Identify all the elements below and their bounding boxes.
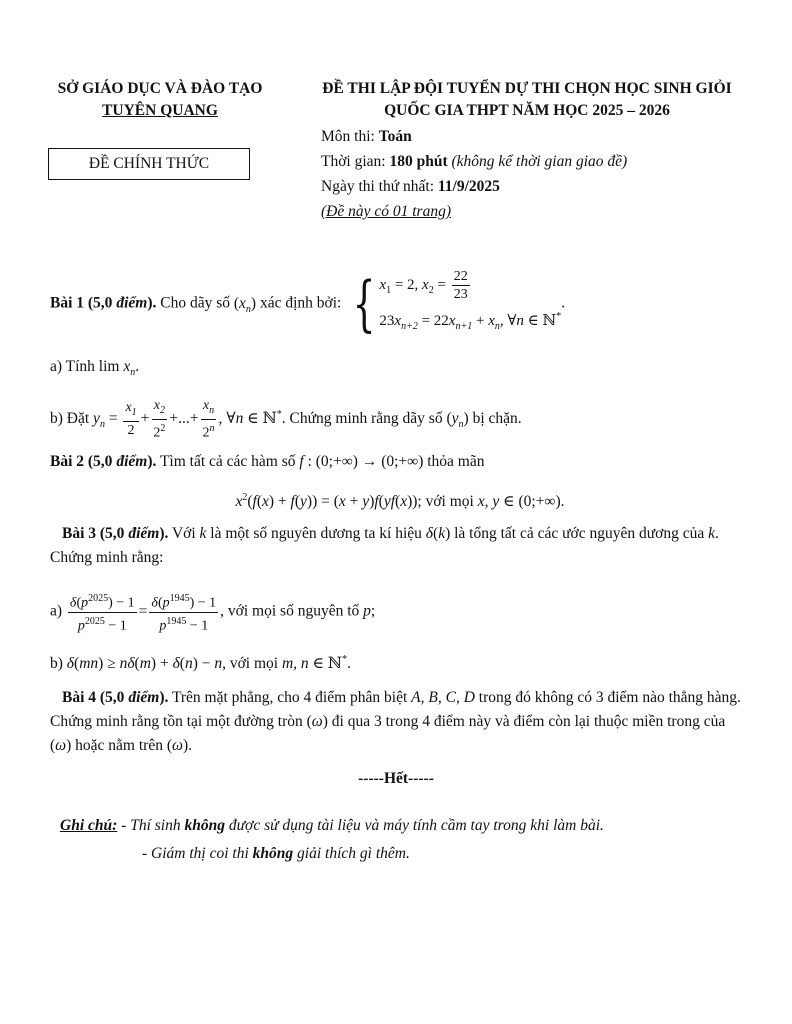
issuer-department: SỞ GIÁO DỤC VÀ ĐÀO TẠO [57, 80, 263, 97]
exam-info [321, 124, 761, 224]
problem-3-title: Bài 3 (5,0 điểm). [62, 525, 169, 542]
problem-2-eq-tail: ; với mọi [417, 493, 478, 511]
official-exam-box [48, 148, 250, 180]
pages-line [321, 199, 761, 224]
problem-1-title: Bài 1 (5,0 điểm). [50, 294, 157, 312]
date-line [321, 174, 761, 199]
problem-3a-tail: , với mọi số nguyên tố [220, 602, 364, 620]
sequence-yn: $(y_n)$ [446, 409, 469, 430]
problem-3-intro: Với [168, 525, 200, 542]
problem-4-text3: đi qua 3 trong 4 điểm này và điểm còn lại thuộc miền trong của [327, 713, 726, 730]
subject-line [321, 124, 761, 149]
problem-3b-label: b) [50, 655, 67, 673]
notes-label: Ghi chú: [60, 817, 118, 834]
time-line [321, 149, 761, 174]
time-label: Thời gian: [321, 153, 390, 170]
problem-3-intro2: là một số nguyên dương ta kí hiệu [206, 525, 426, 542]
problem-2-title: Bài 2 (5,0 điểm). [50, 453, 157, 470]
date-label: Ngày thi thứ nhất: [321, 178, 438, 195]
pages-note: (Đề này có 01 trang) [321, 203, 451, 220]
problem-3: Bài 3 (5,0 điểm). Với k là một số nguyên dương ta kí hiệu δ(k) là tổng tất cả các ước nguyên dương của k. Chứng minh rằng: [50, 525, 719, 566]
problem-2-equation [50, 486, 750, 514]
problem-1b-text: . Chứng minh rằng dãy số [281, 409, 447, 427]
time-note: (không kể thời gian giao đề) [451, 153, 628, 170]
problem-2-intro: Tìm tất cả các hàm số [156, 453, 300, 470]
end-mark: -----Hết----- [358, 770, 434, 787]
limit-expression: $\lim x_n$ [98, 358, 136, 379]
problem-3a-label: a) [50, 602, 66, 620]
problem-1-intro2: xác định bởi: [256, 294, 342, 312]
problem-2-domain: x, y ∈ (0;+∞). [477, 493, 565, 511]
problem-4-text: Trên mặt phẳng, cho 4 điểm phân biệt [168, 689, 412, 706]
problem-3a: a) $\frac{\delta(p^{2025}) - 1}{p^{2025} - 1}$ = $\frac{\delta(p^{1945}) - 1}{p^{1945} - 1}$ , với mọi số nguyên tố p; [50, 590, 750, 634]
subject-value: Toán [378, 128, 412, 145]
functional-equation: $x^2(f(x) + f(y)) = (x + y)f(yf(x))$ [235, 492, 418, 511]
exam-title [292, 78, 762, 122]
problem-3-intro4: . Chứng minh rằng: [50, 525, 719, 566]
notes [60, 812, 760, 868]
exam-title-line2: QUỐC GIA THPT NĂM HỌC 2025 – 2026 [384, 102, 670, 119]
problem-1a-label: a) Tính [50, 358, 99, 375]
problem-1: Bài 1 (5,0 điểm). Cho dãy số $(x_n)$ xác định bởi: { $x_1 = 2$, $x_2$ = $\frac{22}{23}$ $23x_{n+2} = 22x_{n+1} + x_n$, ∀n ∈ ℕ* . [50, 268, 566, 339]
problem-2-intro2: thỏa mãn [423, 453, 485, 470]
function-domain: f : (0;+∞) → (0;+∞) [299, 453, 424, 470]
divisor-identity: $\frac{\delta(p^{2025}) - 1}{p^{2025} - 1}$ = $\frac{\delta(p^{1945}) - 1}{p^{1945} - 1}$ [66, 603, 220, 620]
problem-4: Bài 4 (5,0 điểm). Trên mặt phẳng, cho 4 điểm phân biệt A, B, C, D trong đó không có 3 điểm nào thẳng hàng. Chứng minh rằng tồn tại một đường tròn (ω) đi qua 3 trong 4 điểm này và điểm còn lại thuộc miền trong của (ω) hoặc nằm trên (ω). [50, 689, 741, 754]
problem-1-intro: Cho dãy số [156, 294, 234, 312]
problem-3b: b) δ(mn) ≥ nδ(m) + δ(n) − n, với mọi m, n ∈ ℕ*. [50, 654, 351, 673]
problem-1b [50, 397, 750, 441]
problem-4-text4: hoặc nằm trên [71, 737, 167, 754]
issuer-province: TUYÊN QUANG [102, 102, 218, 119]
problem-1b-text2: bị chặn. [468, 409, 522, 427]
issuer-block [40, 78, 280, 122]
problem-2 [50, 450, 750, 474]
recurrence-system: { $x_1 = 2$, $x_2$ = $\frac{22}{23}$ $23x_{n+2} = 22x_{n+1} + x_n$, ∀n ∈ ℕ* [352, 268, 562, 339]
divisor-inequality: δ(mn) ≥ nδ(m) + δ(n) − n [66, 655, 223, 673]
exam-title-line1: ĐỀ THI LẬP ĐỘI TUYỂN DỰ THI CHỌN HỌC SINH GIỎI [322, 80, 732, 97]
problem-4-text2: trong đó không có 3 điểm nào thẳng hàng. Chứng minh rằng tồn tại một đường tròn [50, 689, 741, 730]
date-value: 11/9/2025 [437, 178, 500, 195]
yn-definition: $y_n$ = $\frac{x_1}{2}$ + $\frac{x_2}{2^2}$ +...+ $\frac{x_n}{2^n}$ , ∀n ∈ ℕ* [93, 398, 282, 441]
problem-3-intro3: là tổng tất cả các ước nguyên dương của [450, 525, 709, 542]
sequence-xn: $(x_n)$ [233, 294, 257, 315]
time-value: 180 phút [389, 153, 448, 170]
note-line-1: Ghi chú: - Thí sinh không được sử dụng tài liệu và máy tính cầm tay trong khi làm bài. [60, 817, 604, 834]
problem-1a: a) Tính $\lim x_n$. [50, 358, 140, 379]
note-line-2: - Giám thị coi thi không giải thích gì thêm. [142, 845, 410, 862]
problem-1b-label: b) Đặt [50, 409, 94, 427]
official-label: ĐỀ CHÍNH THỨC [88, 155, 210, 172]
subject-label: Môn thi: [321, 128, 379, 145]
problem-3b-tail: , với mọi [222, 655, 282, 673]
problem-4-title: Bài 4 (5,0 điểm). [62, 689, 169, 706]
